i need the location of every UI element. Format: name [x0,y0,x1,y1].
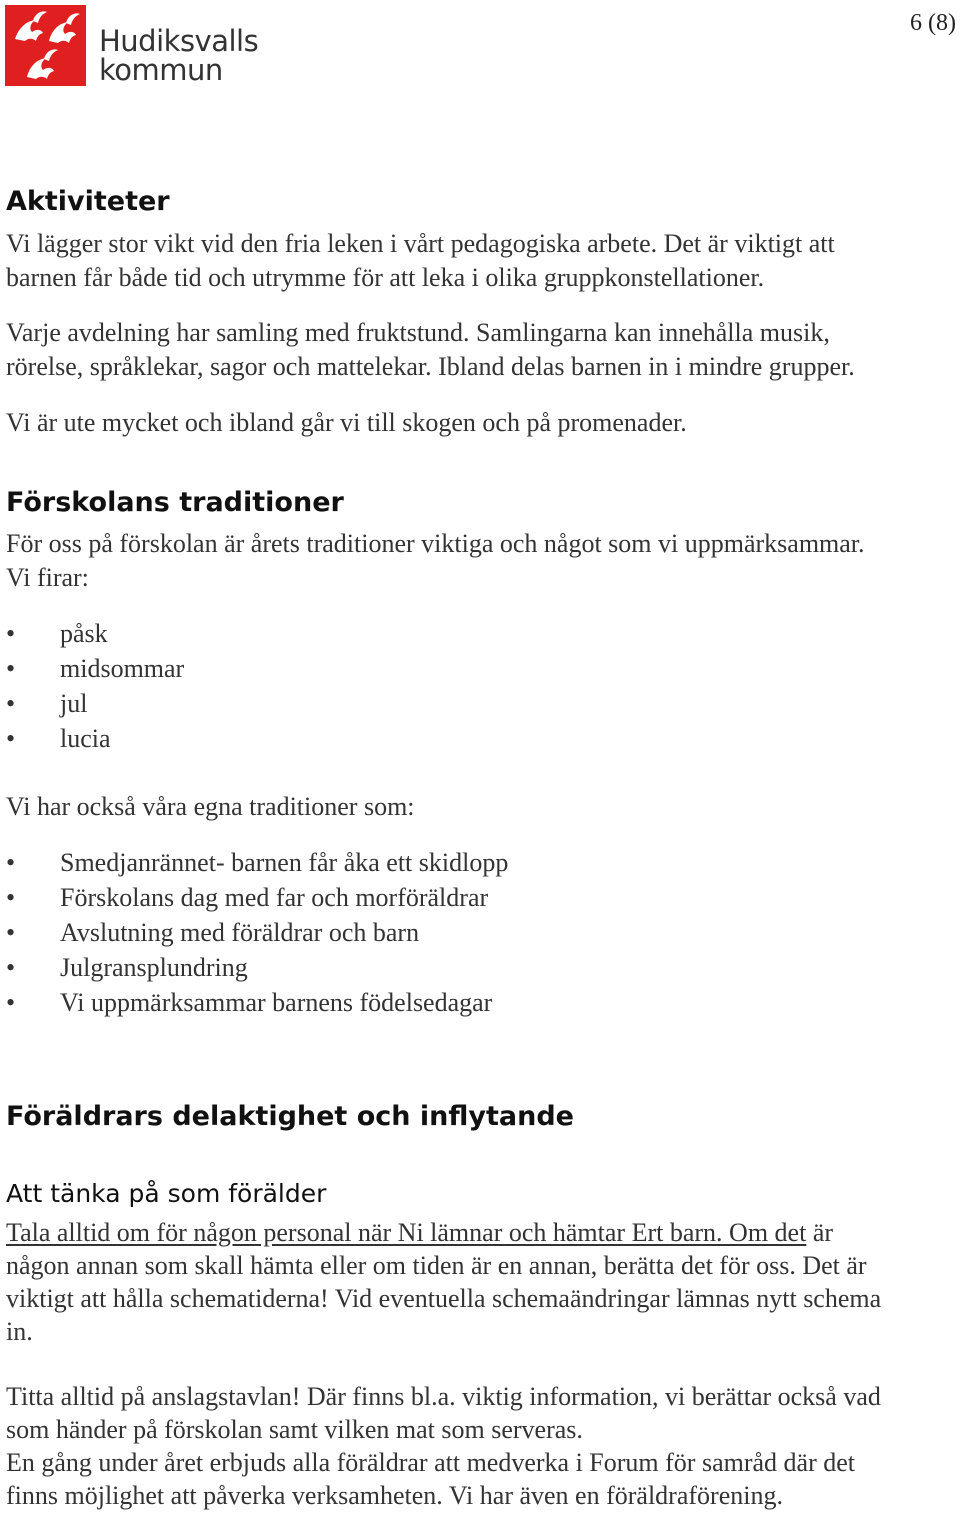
traditioner-heading: Förskolans traditioner [6,487,344,518]
list-item-text: Smedjanrännet- barnen får åka ett skidlopp [60,848,509,877]
foraldrar-heading: Föräldrars delaktighet och inflytande [6,1101,574,1132]
list-item-text: Julgransplundring [60,953,248,982]
foraldrar-para1-line-2: någon annan som skall hämta eller om tiden är en annan, berätta det för oss. Det är [6,1251,867,1280]
bullet-dot: • [6,689,16,718]
foraldrar-para2-line-2: som händer på förskolan samt vilken mat som serveras. [6,1415,583,1444]
hudiksvall-logo [5,5,259,87]
logo-line-1: Hudiksvalls [99,24,259,58]
para1-line-1-rest: är [806,1218,834,1247]
logo-wordmark [99,24,259,87]
aktiviteter-line-3: Varje avdelning har samling med fruktstund. Samlingarna kan innehålla musik, [6,318,830,347]
aktiviteter-line-4: rörelse, språklekar, sagor och mattelekar. Ibland delas barnen in i mindre grupper. [6,352,855,381]
logo-line-2: kommun [99,53,223,87]
list-item-text: påsk [60,619,108,648]
list-item-text: Vi uppmärksammar barnens födelsedagar [60,988,493,1017]
foraldrar-para1-line-4: in. [6,1317,33,1346]
bullet-dot: • [6,988,16,1017]
foraldrar-para2-line-1: Titta alltid på anslagstavlan! Där finns bl.a. viktig information, vi berättar också vad [6,1382,881,1411]
list-item-text: midsommar [60,654,185,683]
foraldrar-subheading: Att tänka på som förälder [6,1179,327,1208]
bullet-dot: • [6,848,16,877]
foraldrar-para2-line-4: finns möjlighet att påverka verksamheten. Vi har även en föräldraförening. [6,1481,783,1510]
traditioner-line-2: Vi firar: [6,563,89,592]
list-item-text: lucia [60,724,111,753]
traditioner-intro-2: Vi har också våra egna traditioner som: [6,792,415,821]
bullet-dot: • [6,918,16,947]
list-item-text: Avslutning med föräldrar och barn [60,918,420,947]
foraldrar-para1-line-1 [6,1218,833,1248]
bullet-dot: • [6,654,16,683]
aktiviteter-line-5: Vi är ute mycket och ibland går vi till skogen och på promenader. [6,408,687,437]
list-item-text: jul [60,689,88,718]
page-number: 6 (8) [910,10,956,36]
aktiviteter-line-2: barnen får både tid och utrymme för att leka i olika gruppkonstellationer. [6,263,765,292]
foraldrar-para2-line-3: En gång under året erbjuds alla föräldrar att medverka i Forum för samråd där det [6,1448,855,1477]
list-item-text: Förskolans dag med far och morföräldrar [60,883,489,912]
bullet-dot: • [6,724,16,753]
bullet-dot: • [6,619,16,648]
bullet-dot: • [6,883,16,912]
goat-heads-logo-icon [5,5,86,86]
traditioner-line-1: För oss på förskolan är årets traditioner viktiga och något som vi uppmärksammar. [6,529,865,558]
foraldrar-para1-line-3: viktigt att hålla schematiderna! Vid eventuella schemaändringar lämnas nytt schema [6,1284,882,1313]
aktiviteter-line-1: Vi lägger stor vikt vid den fria leken i vårt pedagogiska arbete. Det är viktigt att [6,229,835,258]
aktiviteter-heading: Aktiviteter [6,186,170,217]
underlined-text: Tala alltid om för någon personal när Ni lämnar och hämtar Ert barn. Om det [6,1218,807,1247]
bullet-dot: • [6,953,16,982]
